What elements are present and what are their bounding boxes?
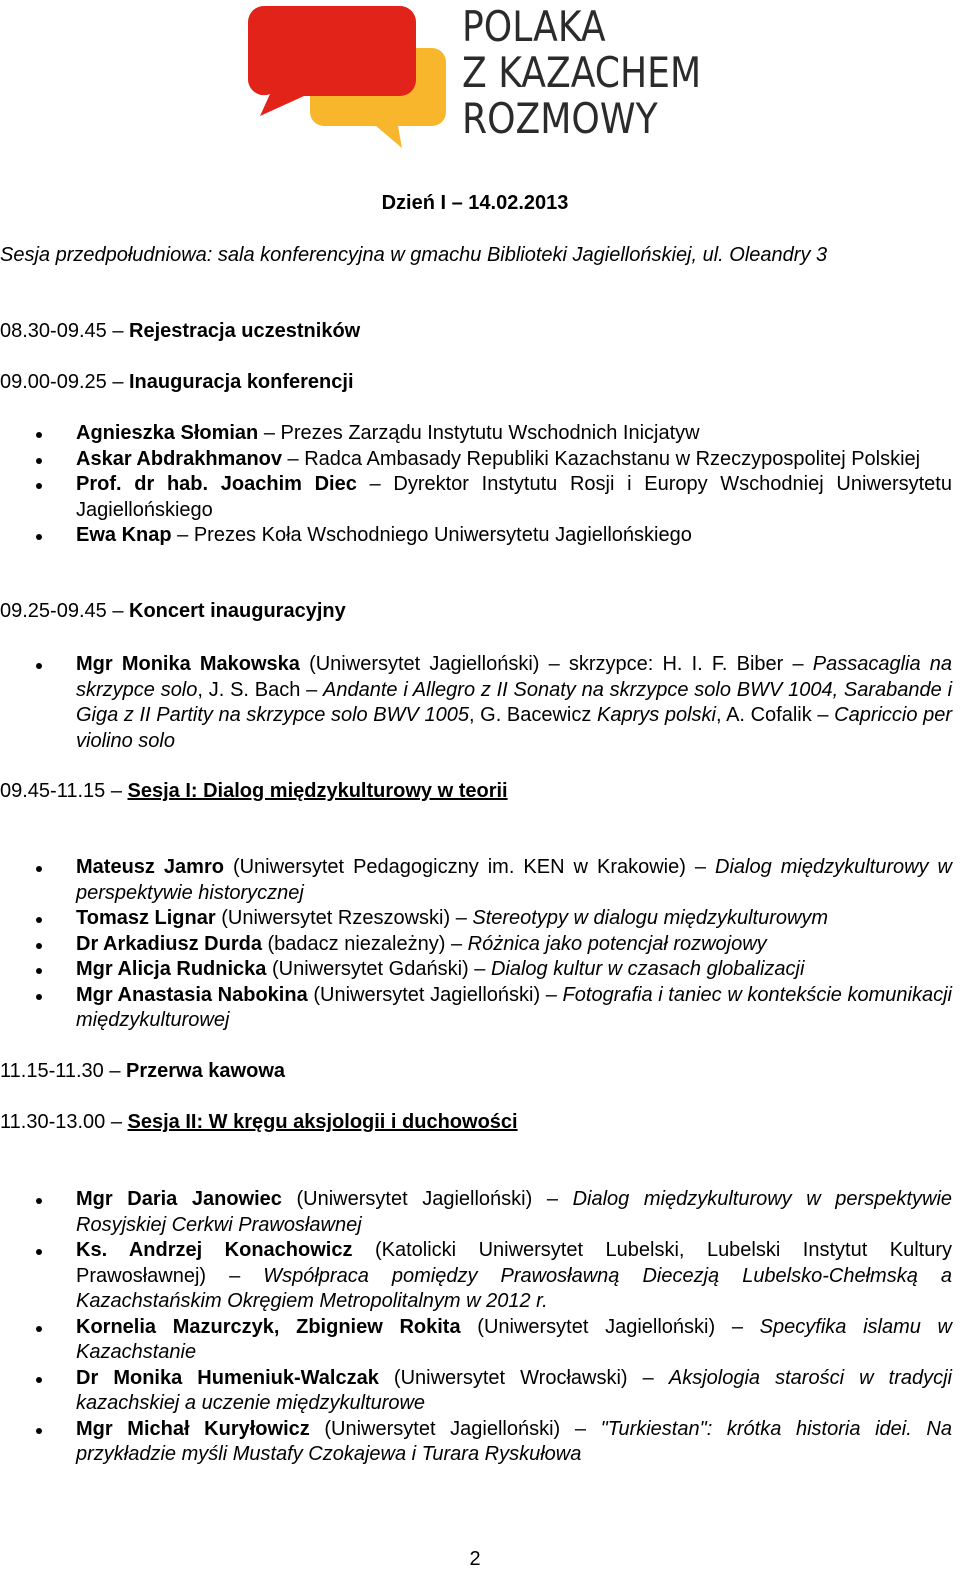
speaker-name: Prof. dr hab. Joachim Diec [76, 473, 357, 495]
speaker-name: Tomasz Lignar [76, 907, 216, 929]
list-item [0, 906, 952, 932]
talk-title: Stereotypy w dialogu międzykulturowym [472, 907, 829, 929]
bullet-icon [34, 1366, 44, 1391]
speaker-role: – Dyrektor Instytutu Rosji i Europy Wschodniej Uniwersytetu Jagiellońskiego [76, 473, 952, 521]
logo-line-2: Z KAZACHEM [462, 48, 702, 97]
speaker-affiliation: (Uniwersytet Jagielloński) – [460, 1315, 760, 1338]
speaker-name: Mgr Alicja Rudnicka [76, 958, 267, 980]
speaker-name: Ks. Andrzej Konachowicz [76, 1239, 353, 1261]
piece-title: Passacaglia na skrzypce solo [76, 653, 952, 701]
speaker-name: Mgr Anastasia Nabokina [76, 983, 308, 1006]
agenda-inauguration [0, 370, 952, 396]
list-item [0, 1417, 952, 1468]
page-number: 2 [469, 1548, 481, 1570]
speaker-name: Mateusz Jamro [76, 856, 224, 878]
talk-title: Dialog międzykulturowy w perspektywie Rosyjskiej Cerkwi Prawosławnej [76, 1188, 953, 1236]
speaker-affiliation: (Katolicki Uniwersytet Lubelski, Lubelski Instytut Kultury Prawosławnej) – [76, 1239, 952, 1287]
agenda-title: Koncert inauguracyjny [129, 600, 346, 622]
speaker-affiliation: (Uniwersytet Jagielloński) – [309, 1417, 601, 1440]
talk-title: Fotografia i taniec w kontekście komunikacji międzykulturowej [76, 983, 952, 1031]
list-item [0, 1366, 952, 1417]
talk-title: "Turkiestan": krótka historia idei. Na przykładzie myśli Mustafy Czokajewa i Turara Ryskułowa [76, 1417, 952, 1465]
list-item [0, 1187, 952, 1238]
bullet-icon [34, 957, 44, 982]
talk-title: Aksjologia starości w tradycji kazachskiej a uczenie międzykulturowe [76, 1366, 952, 1414]
bullet-icon [34, 1238, 44, 1263]
speaker-name: Askar Abdrakhmanov [76, 447, 282, 470]
session-title: Sesja II: W kręgu aksjologii i duchowości [127, 1111, 518, 1133]
talk-title: Specyfika islamu w Kazachstanie [76, 1315, 953, 1363]
speaker-role: – Prezes Zarządu Instytutu Wschodnich Inicjatyw [258, 422, 700, 444]
inauguration-speakers-list [0, 421, 952, 549]
text-run: (Uniwersytet Jagielloński) – skrzypce: H. I. F. Biber – [299, 653, 813, 675]
bullet-icon [34, 447, 44, 472]
speaker-role: – Prezes Koła Wschodniego Uniwersytetu Jagiellońskiego [171, 524, 692, 546]
bullet-icon [34, 1187, 44, 1212]
bullet-icon [34, 855, 44, 880]
speaker-affiliation: (Uniwersytet Pedagogiczny im. KEN w Krakowie) – [223, 856, 716, 878]
speaker-affiliation: (Uniwersytet Rzeszowski) – [215, 907, 473, 929]
speaker-affiliation: (Uniwersytet Wrocławski) – [378, 1366, 669, 1389]
speaker-affiliation: (Uniwersytet Gdański) – [266, 958, 491, 980]
agenda-time: 11.15-11.30 – [0, 1060, 127, 1082]
bullet-icon [34, 421, 44, 446]
agenda-time: 11.30-13.00 – [0, 1111, 128, 1133]
text-run: , G. Bacewicz [468, 704, 597, 726]
concert-list [0, 652, 952, 754]
agenda-title: Inauguracja konferencji [129, 371, 354, 393]
piece-title: Capriccio per violino solo [76, 704, 953, 752]
agenda-time: 09.45-11.15 – [0, 780, 128, 802]
speaker-name: Mgr Daria Janowiec [76, 1188, 282, 1210]
agenda-title: Przerwa kawowa [126, 1060, 285, 1082]
bullet-icon [34, 906, 44, 931]
list-item [0, 447, 952, 473]
logo-wordmark [462, 4, 740, 142]
day-title: Dzień I – 14.02.2013 [381, 192, 569, 214]
agenda-registration [0, 319, 952, 345]
list-item [0, 421, 952, 447]
list-item [0, 855, 952, 906]
session-title: Sesja I: Dialog międzykulturowy w teorii [127, 780, 508, 802]
speaker-name: Dr Monika Humeniuk-Walczak [76, 1366, 379, 1389]
agenda-time: 09.00-09.25 – [0, 371, 129, 393]
piece-title: Kaprys polski [596, 704, 716, 726]
agenda-title: Rejestracja uczestników [129, 320, 361, 342]
list-item [0, 957, 952, 983]
bullet-icon [34, 983, 44, 1008]
list-item [0, 1238, 952, 1315]
agenda-time: 08.30-09.45 – [0, 320, 129, 342]
agenda-time: 09.25-09.45 – [0, 600, 129, 622]
agenda-session-1 [0, 779, 952, 805]
talk-title: Dialog kultur w czasach globalizacji [490, 958, 805, 980]
logo-line-3: ROZMOWY [462, 94, 658, 143]
talk-title: Współpraca pomiędzy Prawosławną Diecezją Lubelsko-Chełmską a Kazachstańskim Okręgiem Metropolitalnym w 2012 r. [76, 1264, 952, 1312]
agenda-coffee-break [0, 1059, 952, 1085]
list-item [0, 1315, 952, 1366]
logo-line-1: POLAKA [462, 2, 606, 51]
session-1-talks-list [0, 855, 952, 1034]
performer-name: Mgr Monika Makowska [76, 653, 300, 675]
agenda-session-2 [0, 1110, 952, 1136]
bullet-icon [34, 472, 44, 497]
list-item [0, 472, 952, 523]
speaker-role: – Radca Ambasady Republiki Kazachstanu w Rzeczypospolitej Polskiej [282, 447, 921, 470]
conference-logo [246, 4, 716, 150]
bullet-icon [34, 1417, 44, 1442]
list-item [0, 932, 952, 958]
agenda-concert [0, 599, 952, 625]
speaker-affiliation: (Uniwersytet Jagielloński) – [307, 983, 563, 1006]
list-item [0, 983, 952, 1034]
bullet-icon [34, 523, 44, 548]
list-item [0, 523, 952, 549]
speech-bubbles-icon [246, 4, 456, 150]
bullet-icon [34, 652, 44, 677]
text-run: , J. S. Bach – [197, 678, 324, 701]
speaker-name: Ewa Knap [76, 524, 172, 546]
speaker-name: Dr Arkadiusz Durda [76, 932, 262, 955]
piece-title: Andante i Allegro z II Sonaty na skrzypce solo BWV 1004, Sarabande i Giga z II Partity na skrzypce solo BWV 1005 [76, 678, 953, 726]
list-item [0, 652, 952, 754]
talk-title: Dialog międzykulturowy w perspektywie historycznej [76, 856, 953, 904]
talk-title: Różnica jako potencjał rozwojowy [467, 932, 767, 955]
speaker-name: Kornelia Mazurczyk, Zbigniew Rokita [76, 1315, 461, 1338]
speaker-name: Mgr Michał Kuryłowicz [76, 1417, 310, 1440]
text-run: , A. Cofalik – [716, 704, 835, 726]
bullet-icon [34, 932, 44, 957]
speaker-affiliation: (Uniwersytet Jagielloński) – [281, 1188, 573, 1210]
session-location: Sesja przedpołudniowa: sala konferencyjna w gmachu Biblioteki Jagiellońskiej, ul. Oleandry 3 [0, 244, 828, 266]
bullet-icon [34, 1315, 44, 1340]
speaker-affiliation: (badacz niezależny) – [261, 932, 468, 955]
speaker-name: Agnieszka Słomian [76, 422, 259, 444]
session-2-talks-list [0, 1187, 952, 1468]
